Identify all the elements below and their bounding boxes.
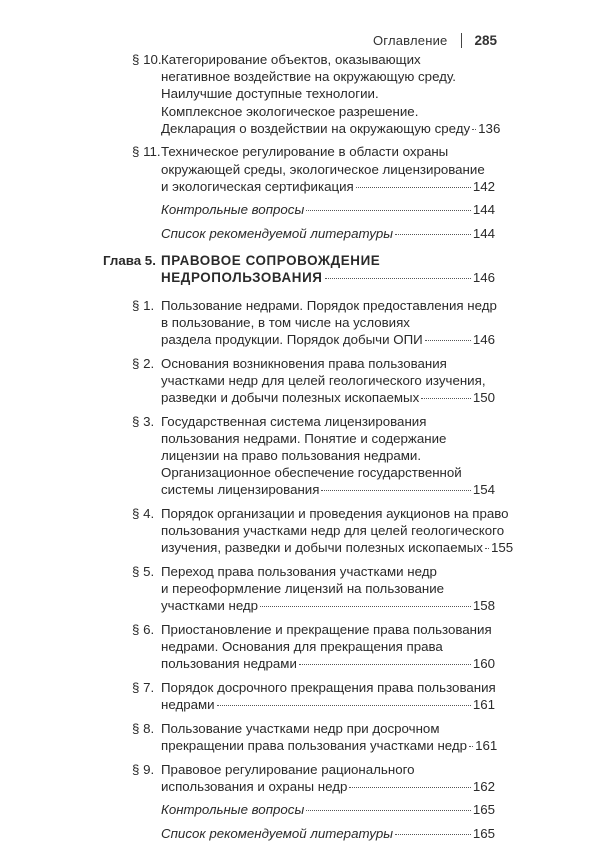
entry-page-number[interactable]: 136 [478, 120, 501, 136]
dot-leader [395, 234, 471, 235]
section-number: § 10. [132, 52, 162, 67]
section-number: § 6. [132, 622, 155, 638]
entry-title-line: НЕДРОПОЛЬЗОВАНИЯ [161, 270, 323, 286]
chapter-number: Глава 5. [103, 253, 156, 269]
entry-title-line: Комплексное экологическое разрешение. [161, 103, 419, 119]
entry-title-line: ПРАВОВОЕ СОПРОВОЖДЕНИЕ [161, 253, 381, 269]
entry-title [161, 355, 495, 407]
entry-page-number[interactable]: 165 [472, 826, 495, 841]
dot-leader [260, 606, 471, 607]
dot-leader [349, 787, 470, 788]
entry-title [161, 679, 495, 713]
entry-title-line: пользования недрами [161, 656, 297, 672]
entry-page-number[interactable]: 161 [475, 738, 498, 754]
toc-section-entry[interactable] [0, 51, 600, 137]
entry-title [161, 621, 495, 673]
dot-leader [485, 548, 489, 549]
entry-title-line: Пользование участками недр при досрочном [161, 720, 440, 736]
entry-title-line: разведки и добычи полезных ископаемых [161, 390, 420, 406]
entry-title-line: и переоформление лицензий на пользование [161, 581, 445, 597]
entry-title [161, 201, 495, 218]
entry-page-number[interactable]: 165 [472, 802, 495, 818]
section-number: § 1. [132, 297, 155, 313]
entry-last-line [161, 801, 495, 818]
entry-last-line [161, 597, 495, 614]
entry-title [161, 413, 495, 499]
dot-leader [217, 705, 471, 706]
entry-title-line: Переход права пользования участками недр [161, 564, 437, 580]
section-number: § 3. [132, 413, 155, 429]
entry-page-number[interactable]: 150 [472, 390, 495, 406]
section-number: § 7. [132, 680, 155, 696]
entry-title-line: Список рекомендуемой литературы [161, 226, 394, 241]
entry-title [161, 563, 495, 615]
entry-title-line: и экологическая сертификация [161, 178, 354, 194]
dot-leader [472, 129, 476, 130]
entry-title-line: Декларация о воздействии на окружающую среду [161, 120, 471, 136]
section-number: § 2. [132, 355, 155, 371]
toc-section-entry[interactable] [0, 505, 600, 557]
header-separator [461, 33, 462, 48]
dot-leader [469, 746, 473, 747]
entry-title-line: Контрольные вопросы [161, 202, 305, 218]
entry-title [161, 801, 495, 818]
entry-page-number[interactable]: 158 [472, 598, 495, 614]
entry-title-line: Приостановление и прекращение права пользования [161, 622, 492, 638]
entry-title [161, 252, 495, 286]
toc-section-entry[interactable] [0, 297, 600, 349]
entry-title [161, 297, 495, 349]
dot-leader [306, 210, 471, 211]
entry-title-line: Список рекомендуемой литературы [161, 826, 394, 841]
entry-title-line: изучения, разведки и добычи полезных ископаемых [161, 540, 483, 556]
toc-section-entry[interactable] [0, 679, 600, 713]
entry-title [161, 143, 495, 195]
entry-title-line: участками недр [161, 598, 259, 614]
entry-title-line: негативное воздействие на окружающую среду. [161, 69, 456, 85]
entry-page-number[interactable]: 144 [472, 202, 495, 218]
entry-page-number[interactable]: 162 [472, 778, 495, 794]
entry-title-line: Организационное обеспечение государственной [161, 465, 462, 481]
toc-section-entry[interactable] [0, 621, 600, 673]
section-number: § 4. [132, 506, 155, 522]
entry-last-line [161, 389, 495, 406]
entry-title-line: Пользование недрами. Порядок предоставления недр [161, 297, 497, 313]
entry-title [161, 825, 495, 842]
entry-title-line: Государственная система лицензирования [161, 413, 427, 429]
entry-title-line: окружающей среды, экологическое лицензирование [161, 161, 485, 177]
entry-page-number[interactable]: 161 [472, 697, 495, 713]
toc-section-entry[interactable] [0, 355, 600, 407]
entry-title-line: недрами [161, 697, 215, 713]
entry-title-line: пользования недрами. Понятие и содержание [161, 430, 447, 446]
entry-title-line: в пользование, в том числе на условиях [161, 314, 410, 330]
toc-supplement-entry[interactable] [0, 225, 600, 242]
toc-section-entry[interactable] [0, 563, 600, 615]
entry-page-number[interactable]: 155 [490, 540, 514, 556]
entry-title-line: пользования участками недр для целей геологического [161, 523, 505, 539]
entry-title-line: системы лицензирования [161, 482, 320, 498]
entry-title [161, 505, 514, 557]
entry-last-line [161, 655, 495, 672]
section-number: § 11. [132, 144, 161, 160]
toc-section-entry[interactable] [0, 761, 600, 795]
dot-leader [321, 490, 470, 491]
toc-supplement-entry[interactable] [0, 801, 600, 818]
entry-title-line: недрами. Основания для прекращения права [161, 639, 443, 655]
entry-title-line: Основания возникновения права пользования [161, 355, 447, 371]
entry-title-line: Порядок досрочного прекращения права пользования [161, 680, 496, 696]
toc-supplement-entry[interactable] [0, 825, 600, 842]
entry-title-line: Правовое регулирование рационального [161, 761, 415, 777]
entry-title-line: Техническое регулирование в области охраны [161, 144, 449, 160]
entry-title [161, 761, 495, 795]
entry-title [161, 225, 495, 242]
dot-leader [421, 398, 471, 399]
toc-section-entry[interactable] [0, 720, 600, 754]
entry-page-number[interactable]: 154 [472, 482, 495, 498]
entry-title-line: раздела продукции. Порядок добычи ОПИ [161, 332, 423, 348]
entry-last-line [161, 225, 495, 242]
entry-title [161, 51, 501, 137]
section-number: § 5. [132, 564, 155, 580]
dot-leader [299, 664, 471, 665]
page-number: 285 [474, 32, 497, 48]
toc-chapter-entry[interactable] [0, 252, 600, 286]
entry-page-number[interactable]: 142 [472, 178, 495, 194]
entry-last-line [161, 481, 495, 498]
entry-last-line [161, 539, 514, 556]
dot-leader [356, 187, 471, 188]
entry-page-number[interactable]: 146 [472, 270, 495, 286]
entry-title-line: Контрольные вопросы [161, 802, 305, 818]
running-header [373, 30, 497, 50]
entry-title-line: Наилучшие доступные технологии. [161, 86, 379, 102]
entry-last-line [161, 825, 495, 842]
entry-page-number[interactable]: 144 [472, 226, 495, 241]
entry-last-line [161, 120, 501, 137]
toc-supplement-entry[interactable] [0, 201, 600, 218]
entry-title [161, 720, 498, 754]
table-of-contents [0, 51, 600, 849]
entry-title-line: использования и охраны недр [161, 778, 348, 794]
entry-last-line [161, 269, 495, 286]
dot-leader [306, 810, 471, 811]
entry-last-line [161, 696, 495, 713]
dot-leader [425, 340, 471, 341]
entry-last-line [161, 201, 495, 218]
entry-last-line [161, 331, 495, 348]
entry-last-line [161, 737, 498, 754]
toc-section-entry[interactable] [0, 143, 600, 195]
section-number: § 9. [132, 761, 155, 777]
entry-last-line [161, 778, 495, 795]
dot-leader [325, 278, 471, 279]
entry-title-line: прекращении права пользования участками недр [161, 738, 468, 754]
toc-section-entry[interactable] [0, 413, 600, 499]
section-number: § 8. [132, 720, 155, 736]
entry-page-number[interactable]: 160 [472, 656, 495, 672]
entry-title-line: Порядок организации и проведения аукционов на право [161, 506, 509, 522]
entry-title-line: Категорирование объектов, оказывающих [161, 52, 421, 67]
dot-leader [395, 834, 471, 835]
entry-title-line: лицензии на право пользования недрами. [161, 448, 422, 464]
entry-last-line [161, 178, 495, 195]
running-header-title: Оглавление [372, 32, 448, 48]
entry-page-number[interactable]: 146 [472, 332, 495, 348]
entry-title-line: участками недр для целей геологического изучения, [161, 372, 486, 388]
